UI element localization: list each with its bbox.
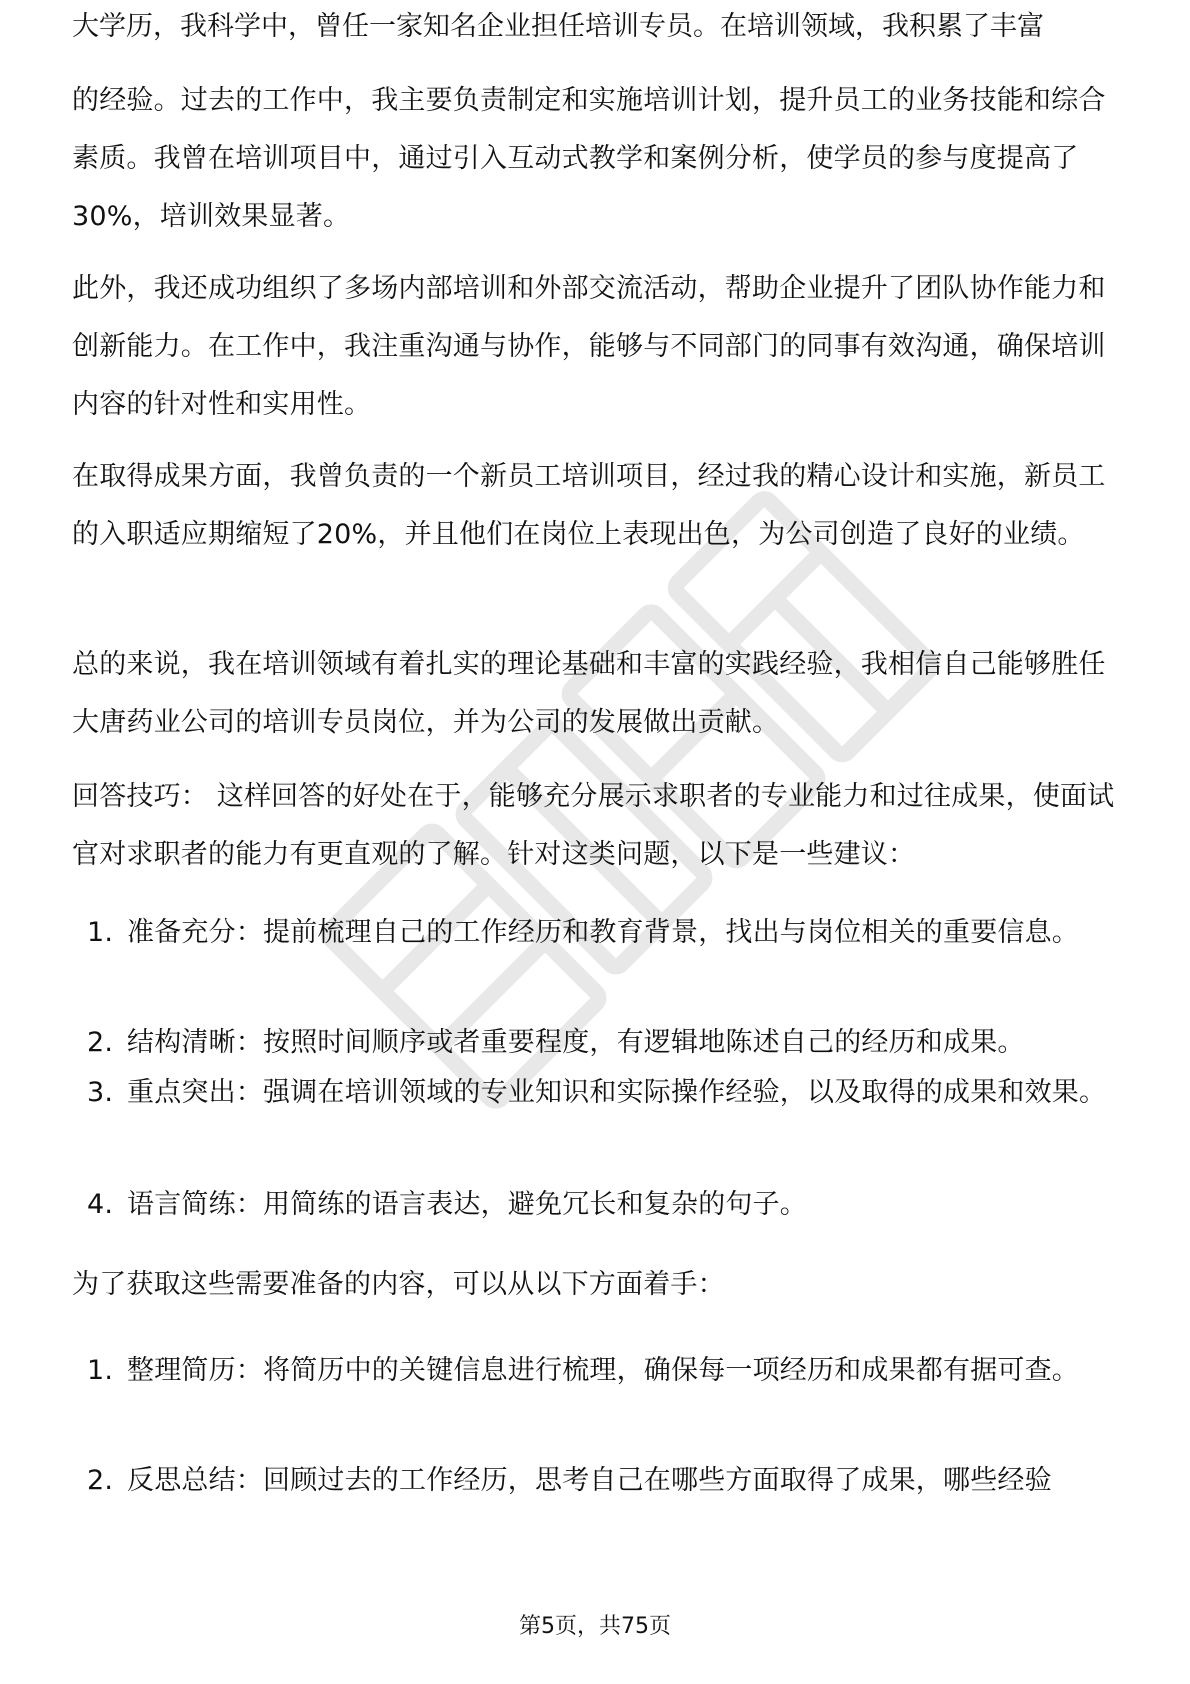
list-text: 语言简练：用简练的语言表达，避免冗长和复杂的句子。 xyxy=(127,1189,807,1220)
paragraph-answer-tips: 回答技巧： 这样回答的好处在于，能够充分展示求职者的专业能力和过往成果，使面试官对求职者的能力有更直观的了解。针对这类问题，以下是一些建议： xyxy=(72,781,1115,870)
cut-off-top-line xyxy=(72,11,1122,56)
list-number: 1. xyxy=(87,917,114,948)
list-text: 准备充分：提前梳理自己的工作经历和教育背景，找出与岗位相关的重要信息。 xyxy=(127,917,1079,948)
page-footer: 第5页，共75页 xyxy=(519,1614,671,1639)
list-text: 整理简历：将简历中的关键信息进行梳理，确保每一项经历和成果都有据可查。 xyxy=(127,1355,1079,1386)
list-number: 2. xyxy=(87,1465,114,1496)
list-number: 3. xyxy=(87,1077,114,1108)
list-text: 重点突出：强调在培训领域的专业知识和实际操作经验，以及取得的成果和效果。 xyxy=(127,1077,1107,1108)
paragraph-activities: 此外，我还成功组织了多场内部培训和外部交流活动，帮助企业提升了团队协作能力和创新能力。在工作中，我注重沟通与协作，能够与不同部门的同事有效沟通，确保培训内容的针对性和实用性。 xyxy=(72,273,1106,420)
paragraph-prep-intro: 为了获取这些需要准备的内容，可以从以下方面着手： xyxy=(72,1269,725,1300)
list-text: 结构清晰：按照时间顺序或者重要程度，有逻辑地陈述自己的经历和成果。 xyxy=(127,1027,1025,1058)
list-number: 2. xyxy=(87,1027,114,1058)
list-number: 1. xyxy=(87,1355,114,1386)
paragraph-experience: 的经验。过去的工作中，我主要负责制定和实施培训计划，提升员工的业务技能和综合素质。我曾在培训项目中，通过引入互动式教学和案例分析，使学员的参与度提高了30%，培训效果显著。 xyxy=(72,85,1106,232)
paragraph-summary: 总的来说，我在培训领域有着扎实的理论基础和丰富的实践经验，我相信自己能够胜任大唐药业公司的培训专员岗位，并为公司的发展做出贡献。 xyxy=(72,649,1106,738)
list-text: 反思总结：回顾过去的工作经历，思考自己在哪些方面取得了成果，哪些经验 xyxy=(127,1465,1052,1496)
paragraph-results: 在取得成果方面，我曾负责的一个新员工培训项目，经过我的精心设计和实施，新员工的入职适应期缩短了20%，并且他们在岗位上表现出色，为公司创造了良好的业绩。 xyxy=(72,461,1106,550)
list-number: 4. xyxy=(87,1189,114,1220)
cut-off-text: 大学历，我科学中，曾任一家知名企业担任培训专员。在培训领域，我积累了丰富 xyxy=(72,11,1044,42)
